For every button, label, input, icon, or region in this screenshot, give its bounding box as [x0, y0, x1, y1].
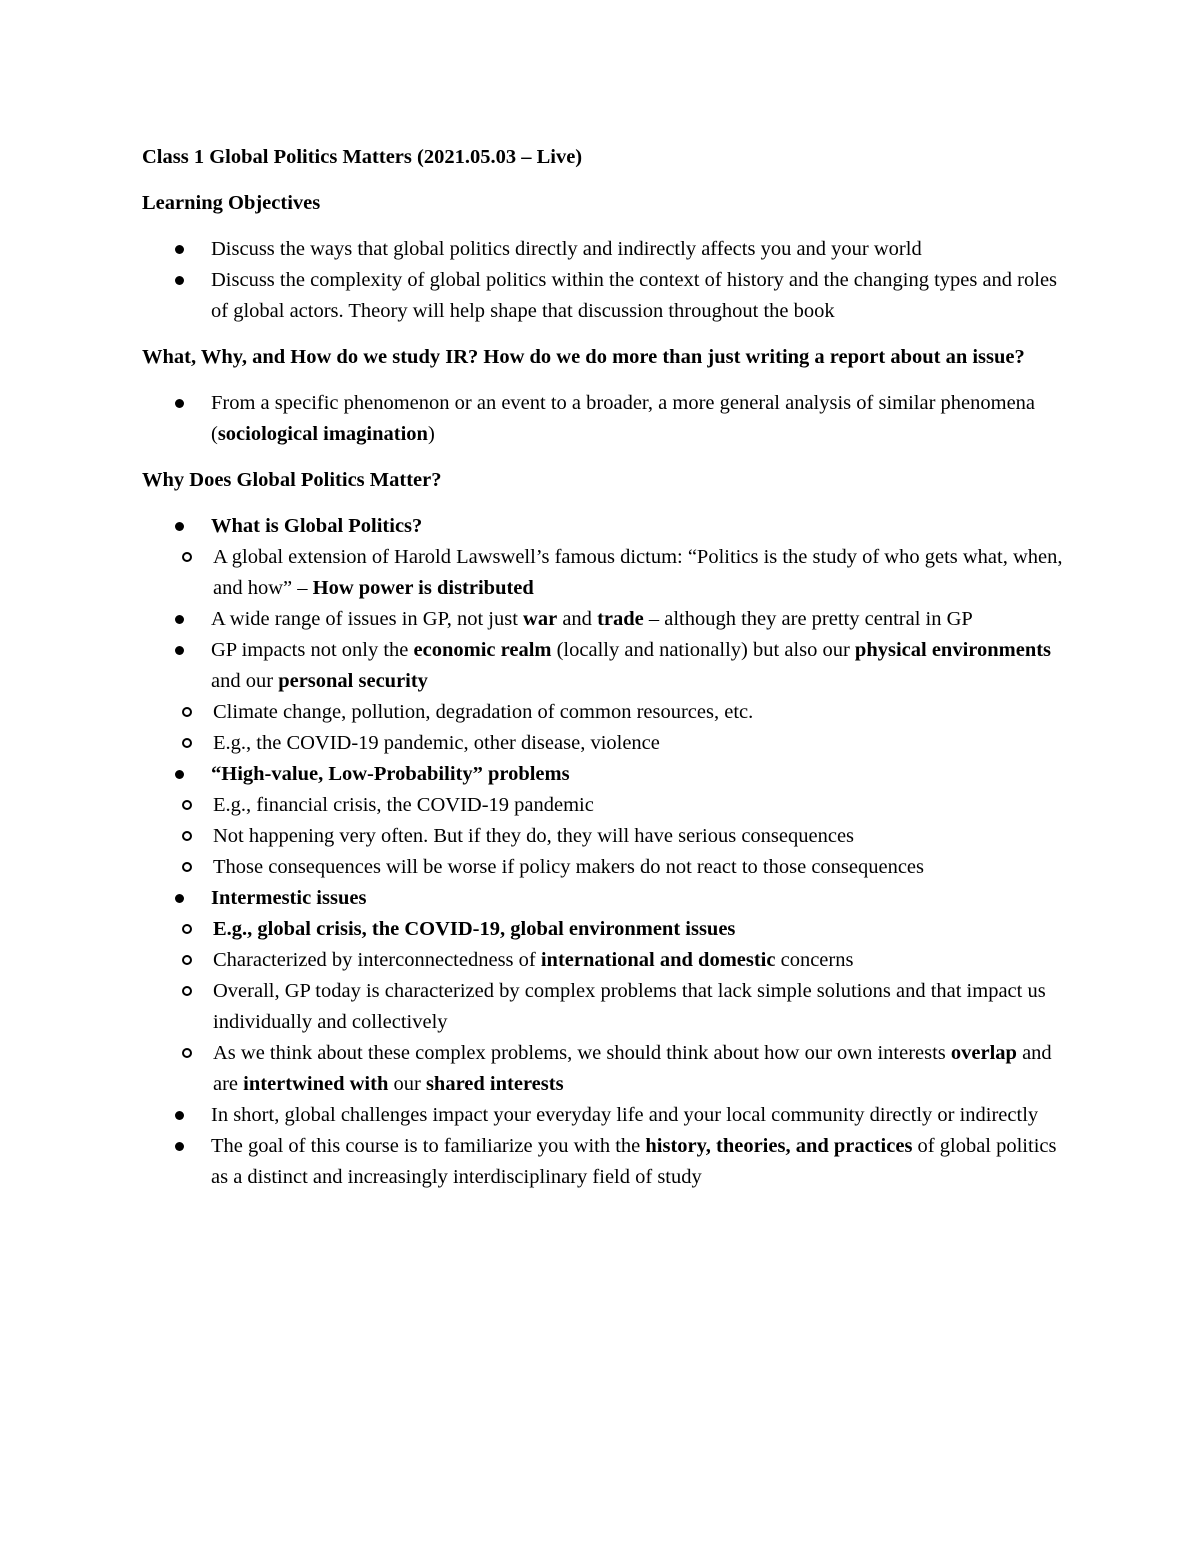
list-item — [142, 511, 1072, 542]
sublist-item — [142, 914, 1072, 945]
bold-span: war — [523, 608, 558, 630]
text-span: concerns — [775, 949, 854, 971]
sublist-item: E.g., the COVID-19 pandemic, other disease, violence — [142, 728, 1072, 759]
study-ir-list — [142, 388, 1072, 450]
bold-span: shared interests — [425, 1073, 564, 1095]
bold-span: international and domestic — [540, 949, 776, 971]
list-item: Discuss the ways that global politics directly and indirectly affects you and your world — [142, 234, 1072, 265]
list-item — [142, 388, 1072, 450]
bold-span: overlap — [950, 1042, 1017, 1064]
text-span: A wide range of issues in GP, not just — [211, 608, 524, 630]
what-is-gp-label: What is Global Politics? — [211, 515, 423, 537]
list-item: Discuss the complexity of global politics within the context of history and the changing types and roles of global actors. Theory will help shape that discussion throughout the book — [142, 265, 1072, 327]
sublist-item: Not happening very often. But if they do, they will have serious consequences — [142, 821, 1072, 852]
text-span: our — [388, 1073, 426, 1095]
sublist-item: Climate change, pollution, degradation of common resources, etc. — [142, 697, 1072, 728]
text-span: of global politics as a distinct and increasingly interdisciplinary field of study — [211, 1135, 1057, 1188]
high-value-sublist — [73, 790, 1072, 883]
intermestic-sublist — [73, 914, 1072, 1100]
text-span: A global extension of Harold Lawswell’s famous dictum: “Politics is the study of who gets what, when, and how” – — [213, 546, 1063, 599]
document-content — [142, 142, 1072, 1193]
sublist-item — [142, 542, 1072, 604]
learning-objectives-list — [142, 234, 1072, 327]
text-span: and — [557, 608, 598, 630]
sublist-item: Overall, GP today is characterized by complex problems that lack simple solutions and that impact us individually and collectively — [142, 976, 1072, 1038]
text-span: – although they are pretty central in GP — [643, 608, 973, 630]
list-item — [142, 883, 1072, 914]
list-item — [142, 1131, 1072, 1193]
list-item — [142, 635, 1072, 697]
text-span: (locally and nationally) but also our — [551, 639, 855, 661]
impacts-sublist — [73, 697, 1072, 759]
text-span: and our — [211, 670, 279, 692]
text-span: GP impacts not only the — [211, 639, 414, 661]
bold-span: personal security — [278, 670, 428, 692]
sublist-item: E.g., financial crisis, the COVID-19 pandemic — [142, 790, 1072, 821]
sublist-item — [142, 1038, 1072, 1100]
bold-span: How power is distributed — [312, 577, 534, 599]
bold-span: intertwined with — [243, 1073, 389, 1095]
bold-span: sociological imagination — [217, 423, 428, 445]
list-item: In short, global challenges impact your everyday life and your local community directly or indirectly — [142, 1100, 1072, 1131]
what-is-gp-sublist — [73, 542, 1072, 604]
learning-objectives-heading: Learning Objectives — [142, 192, 321, 214]
document-title: Class 1 Global Politics Matters (2021.05.03 – Live) — [142, 146, 583, 168]
intermestic-label: Intermestic issues — [211, 887, 367, 909]
bold-span: economic realm — [413, 639, 552, 661]
high-value-label: “High-value, Low-Probability” problems — [211, 763, 570, 785]
sublist-item — [142, 945, 1072, 976]
why-matter-list — [142, 511, 1072, 1193]
study-ir-heading: What, Why, and How do we study IR? How do we do more than just writing a report about an issue? — [142, 346, 1025, 368]
text-span: The goal of this course is to familiarize you with the — [211, 1135, 646, 1157]
bold-span: history, theories, and practices — [645, 1135, 913, 1157]
text-span: Characterized by interconnectedness of — [213, 949, 541, 971]
why-matter-heading: Why Does Global Politics Matter? — [142, 469, 442, 491]
list-item — [142, 759, 1072, 790]
text-span: and are — [213, 1042, 1052, 1095]
bold-span: E.g., global crisis, the COVID-19, global environment issues — [213, 918, 736, 940]
bold-span: physical environments — [854, 639, 1052, 661]
text-span: ) — [427, 423, 435, 445]
list-item — [142, 604, 1072, 635]
text-span: From a specific phenomenon or an event to a broader, a more general analysis of similar phenomena ( — [211, 392, 1036, 445]
text-span: As we think about these complex problems, we should think about how our own interests — [213, 1042, 951, 1064]
sublist-item: Those consequences will be worse if policy makers do not react to those consequences — [142, 852, 1072, 883]
bold-span: trade — [597, 608, 644, 630]
